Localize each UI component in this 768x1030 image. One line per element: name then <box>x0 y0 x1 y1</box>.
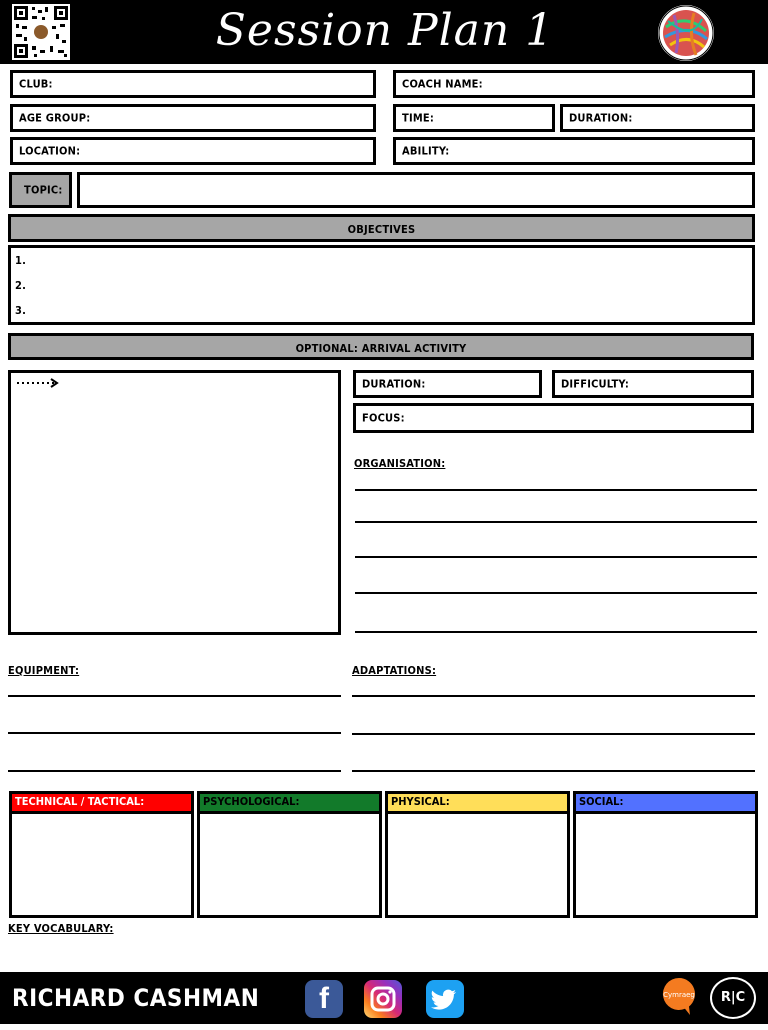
organisation-line-1[interactable] <box>355 489 757 491</box>
arrival-difficulty-field[interactable] <box>552 370 754 398</box>
club-label: CLUB: <box>19 77 53 91</box>
organisation-label: ORGANISATION: <box>354 457 446 470</box>
objectives-title: OBJECTIVES <box>347 223 416 236</box>
location-field[interactable] <box>10 137 376 165</box>
objective-item-2: 2. <box>15 279 27 292</box>
instagram-icon[interactable] <box>364 980 402 1018</box>
facebook-icon[interactable]: f <box>305 980 343 1018</box>
location-label: LOCATION: <box>19 144 81 158</box>
technical-tactical-box[interactable] <box>9 791 194 918</box>
adaptations-label: ADAPTATIONS: <box>352 664 437 677</box>
objectives-box[interactable] <box>8 245 755 325</box>
topic-field[interactable] <box>77 172 755 208</box>
rc-logo: R|C <box>710 977 756 1019</box>
arrival-focus-field[interactable] <box>353 403 754 433</box>
objective-item-1: 1. <box>15 254 27 267</box>
equipment-line-3[interactable] <box>8 770 341 772</box>
social-label: SOCIAL: <box>579 795 624 808</box>
adaptations-line-1[interactable] <box>352 695 755 697</box>
age-group-field[interactable] <box>10 104 376 132</box>
key-vocabulary-label: KEY VOCABULARY: <box>8 922 114 935</box>
coach-name-field[interactable] <box>393 70 755 98</box>
physical-header <box>388 794 567 814</box>
coach-name-label: COACH NAME: <box>402 77 483 91</box>
equipment-line-2[interactable] <box>8 732 341 734</box>
organisation-line-5[interactable] <box>355 631 757 633</box>
arrival-activity-header <box>8 333 754 360</box>
objectives-header <box>8 214 755 242</box>
organisation-line-4[interactable] <box>355 592 757 594</box>
social-box[interactable] <box>573 791 758 918</box>
organisation-line-2[interactable] <box>355 521 757 523</box>
time-field[interactable] <box>393 104 555 132</box>
page-title: Session Plan 1 <box>215 5 555 56</box>
equipment-label: EQUIPMENT: <box>8 664 80 677</box>
technical-tactical-label: TECHNICAL / TACTICAL: <box>15 795 145 808</box>
twitter-icon[interactable] <box>426 980 464 1018</box>
qr-code-icon[interactable] <box>12 4 70 60</box>
arrival-activity-title: OPTIONAL: ARRIVAL ACTIVITY <box>295 342 467 355</box>
psychological-box[interactable] <box>197 791 382 918</box>
objective-item-3: 3. <box>15 304 27 317</box>
physical-label: PHYSICAL: <box>391 795 450 808</box>
cymraeg-badge <box>662 977 696 1015</box>
duration-field[interactable] <box>560 104 755 132</box>
topic-label: TOPIC: <box>24 183 63 197</box>
arrival-difficulty-label: DIFFICULTY: <box>561 377 630 391</box>
organisation-line-3[interactable] <box>355 556 757 558</box>
topic-label-box <box>9 172 72 208</box>
adaptations-line-2[interactable] <box>352 733 755 735</box>
adaptations-line-3[interactable] <box>352 770 755 772</box>
ability-label: ABILITY: <box>402 144 450 158</box>
arrival-diagram-box[interactable] <box>8 370 341 635</box>
rubber-band-ball-icon <box>658 5 714 61</box>
time-label: TIME: <box>402 111 435 125</box>
club-field[interactable] <box>10 70 376 98</box>
social-header <box>576 794 755 814</box>
psychological-header <box>200 794 379 814</box>
arrival-focus-label: FOCUS: <box>362 411 405 425</box>
brand-name: RICHARD CASHMAN <box>12 984 260 1012</box>
ability-field[interactable] <box>393 137 755 165</box>
duration-label: DURATION: <box>569 111 633 125</box>
technical-tactical-header <box>12 794 191 814</box>
arrival-duration-label: DURATION: <box>362 377 426 391</box>
equipment-line-1[interactable] <box>8 695 341 697</box>
age-group-label: AGE GROUP: <box>19 111 91 125</box>
cymraeg-text: Cymraeg <box>663 991 695 999</box>
dotted-arrow-icon <box>15 377 65 389</box>
physical-box[interactable] <box>385 791 570 918</box>
psychological-label: PSYCHOLOGICAL: <box>203 795 300 808</box>
arrival-duration-field[interactable] <box>353 370 542 398</box>
